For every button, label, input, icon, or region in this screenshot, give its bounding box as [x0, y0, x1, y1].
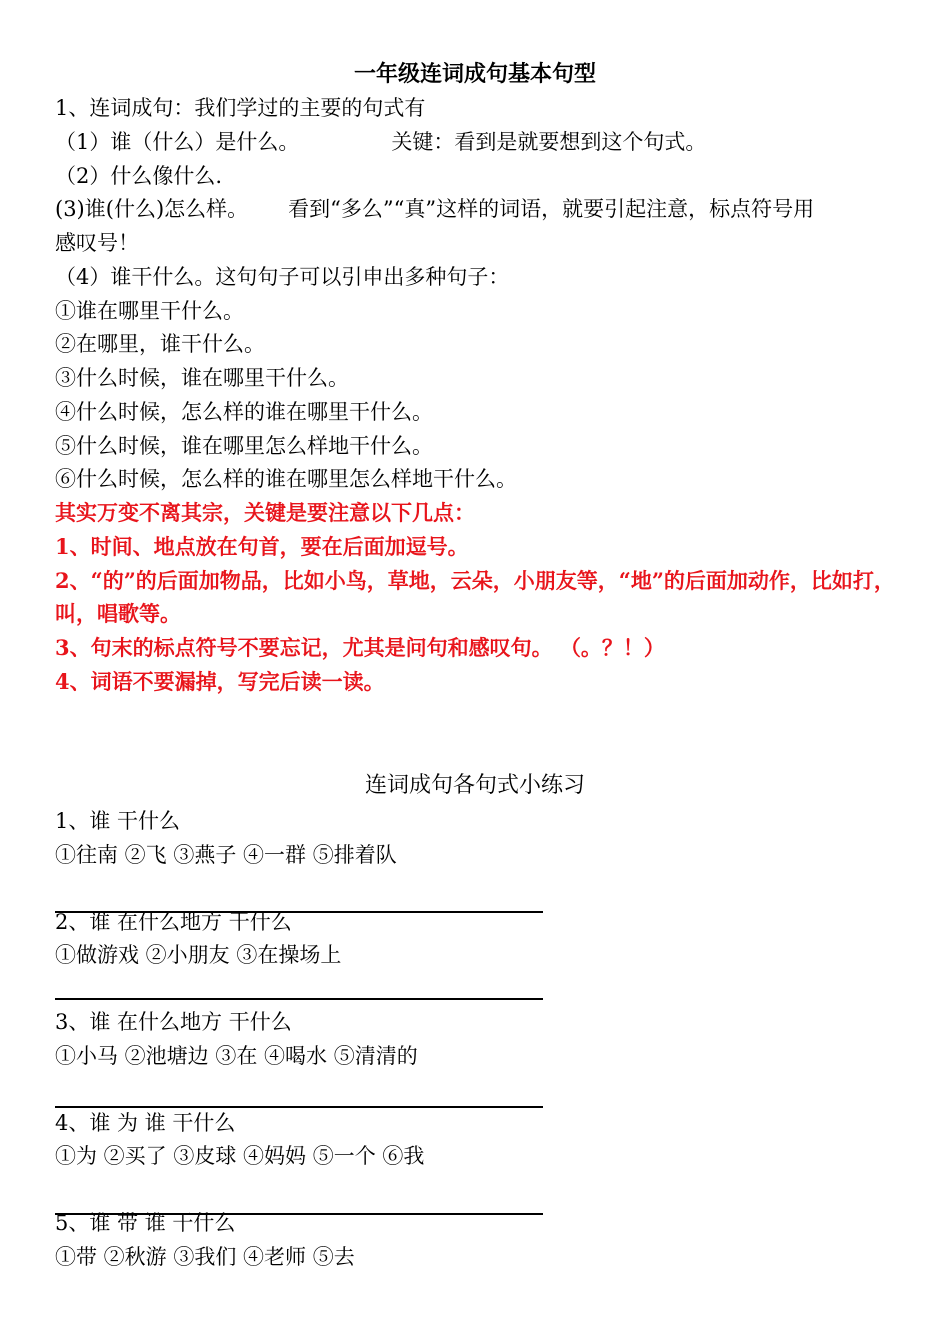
pattern-3-tip: 看到“多么”“真”这样的词语，就要引起注意，标点符号用: [288, 197, 815, 221]
sub-pattern-item: ②在哪里，谁干什么。: [55, 332, 265, 356]
intro-line: 1、连词成句：我们学过的主要的句式有: [55, 96, 426, 120]
exercise-pattern: 3、谁 在什么地方 干什么: [55, 1010, 292, 1034]
sub-pattern-item: ①谁在哪里干什么。: [55, 299, 244, 323]
sub-pattern-item: ⑤什么时候，谁在哪里怎么样地干什么。: [55, 434, 433, 458]
pattern-2: （2）什么像什么.: [55, 164, 223, 188]
sub-pattern-item: ④什么时候，怎么样的谁在哪里干什么。: [55, 400, 433, 424]
pattern-3-tip-cont: 感叹号！: [55, 231, 139, 255]
section2-title: 连词成句各句式小练习: [364, 773, 585, 798]
section1-title: 一年级连词成句基本句型: [353, 61, 596, 87]
pattern-1-tip: 关键：看到是就要想到这个句式。: [391, 130, 707, 154]
key-point-item: 3、句末的标点符号不要忘记，尤其是问句和感叹句。 （。？！）: [55, 635, 665, 660]
answer-line[interactable]: [55, 998, 543, 1000]
exercise-words: ①做游戏 ②小朋友 ③在操场上: [55, 943, 342, 967]
sub-pattern-item: ③什么时候，谁在哪里干什么。: [55, 366, 349, 390]
key-point-item: 1、时间、地点放在句首，要在后面加逗号。: [55, 534, 469, 559]
key-point-item: 2、“的”的后面加物品，比如小鸟，草地，云朵，小朋友等，“地”的后面加动作，比如打，: [55, 568, 895, 593]
pattern-4: （4）谁干什么。这句句子可以引申出多种句子：: [55, 265, 510, 289]
exercise-words: ①为 ②买了 ③皮球 ④妈妈 ⑤一个 ⑥我: [55, 1144, 425, 1168]
pattern-3: (3)谁(什么)怎么样。: [55, 197, 249, 221]
exercise-words: ①小马 ②池塘边 ③在 ④喝水 ⑤清清的: [55, 1044, 418, 1068]
exercise-words: ①带 ②秋游 ③我们 ④老师 ⑤去: [55, 1245, 355, 1269]
exercise-pattern: 2、谁 在什么地方 干什么: [55, 910, 292, 934]
exercise-pattern: 4、谁 为 谁 干什么: [55, 1111, 236, 1135]
key-points-heading: 其实万变不离其宗，关键是要注意以下几点：: [55, 500, 475, 525]
key-point-item: 4、词语不要漏掉，写完后读一读。: [55, 669, 385, 694]
sub-pattern-item: ⑥什么时候，怎么样的谁在哪里怎么样地干什么。: [55, 467, 517, 491]
pattern-1: （1）谁（什么）是什么。: [55, 130, 300, 154]
exercise-words: ①往南 ②飞 ③燕子 ④一群 ⑤排着队: [55, 843, 397, 867]
exercise-pattern: 5、谁 带 谁 干什么: [55, 1211, 236, 1235]
pattern-3-line: [55, 194, 814, 224]
pattern-1-line: [55, 127, 706, 157]
key-point-item: 叫，唱歌等。: [55, 601, 181, 626]
exercise-pattern: 1、谁 干什么: [55, 809, 181, 833]
